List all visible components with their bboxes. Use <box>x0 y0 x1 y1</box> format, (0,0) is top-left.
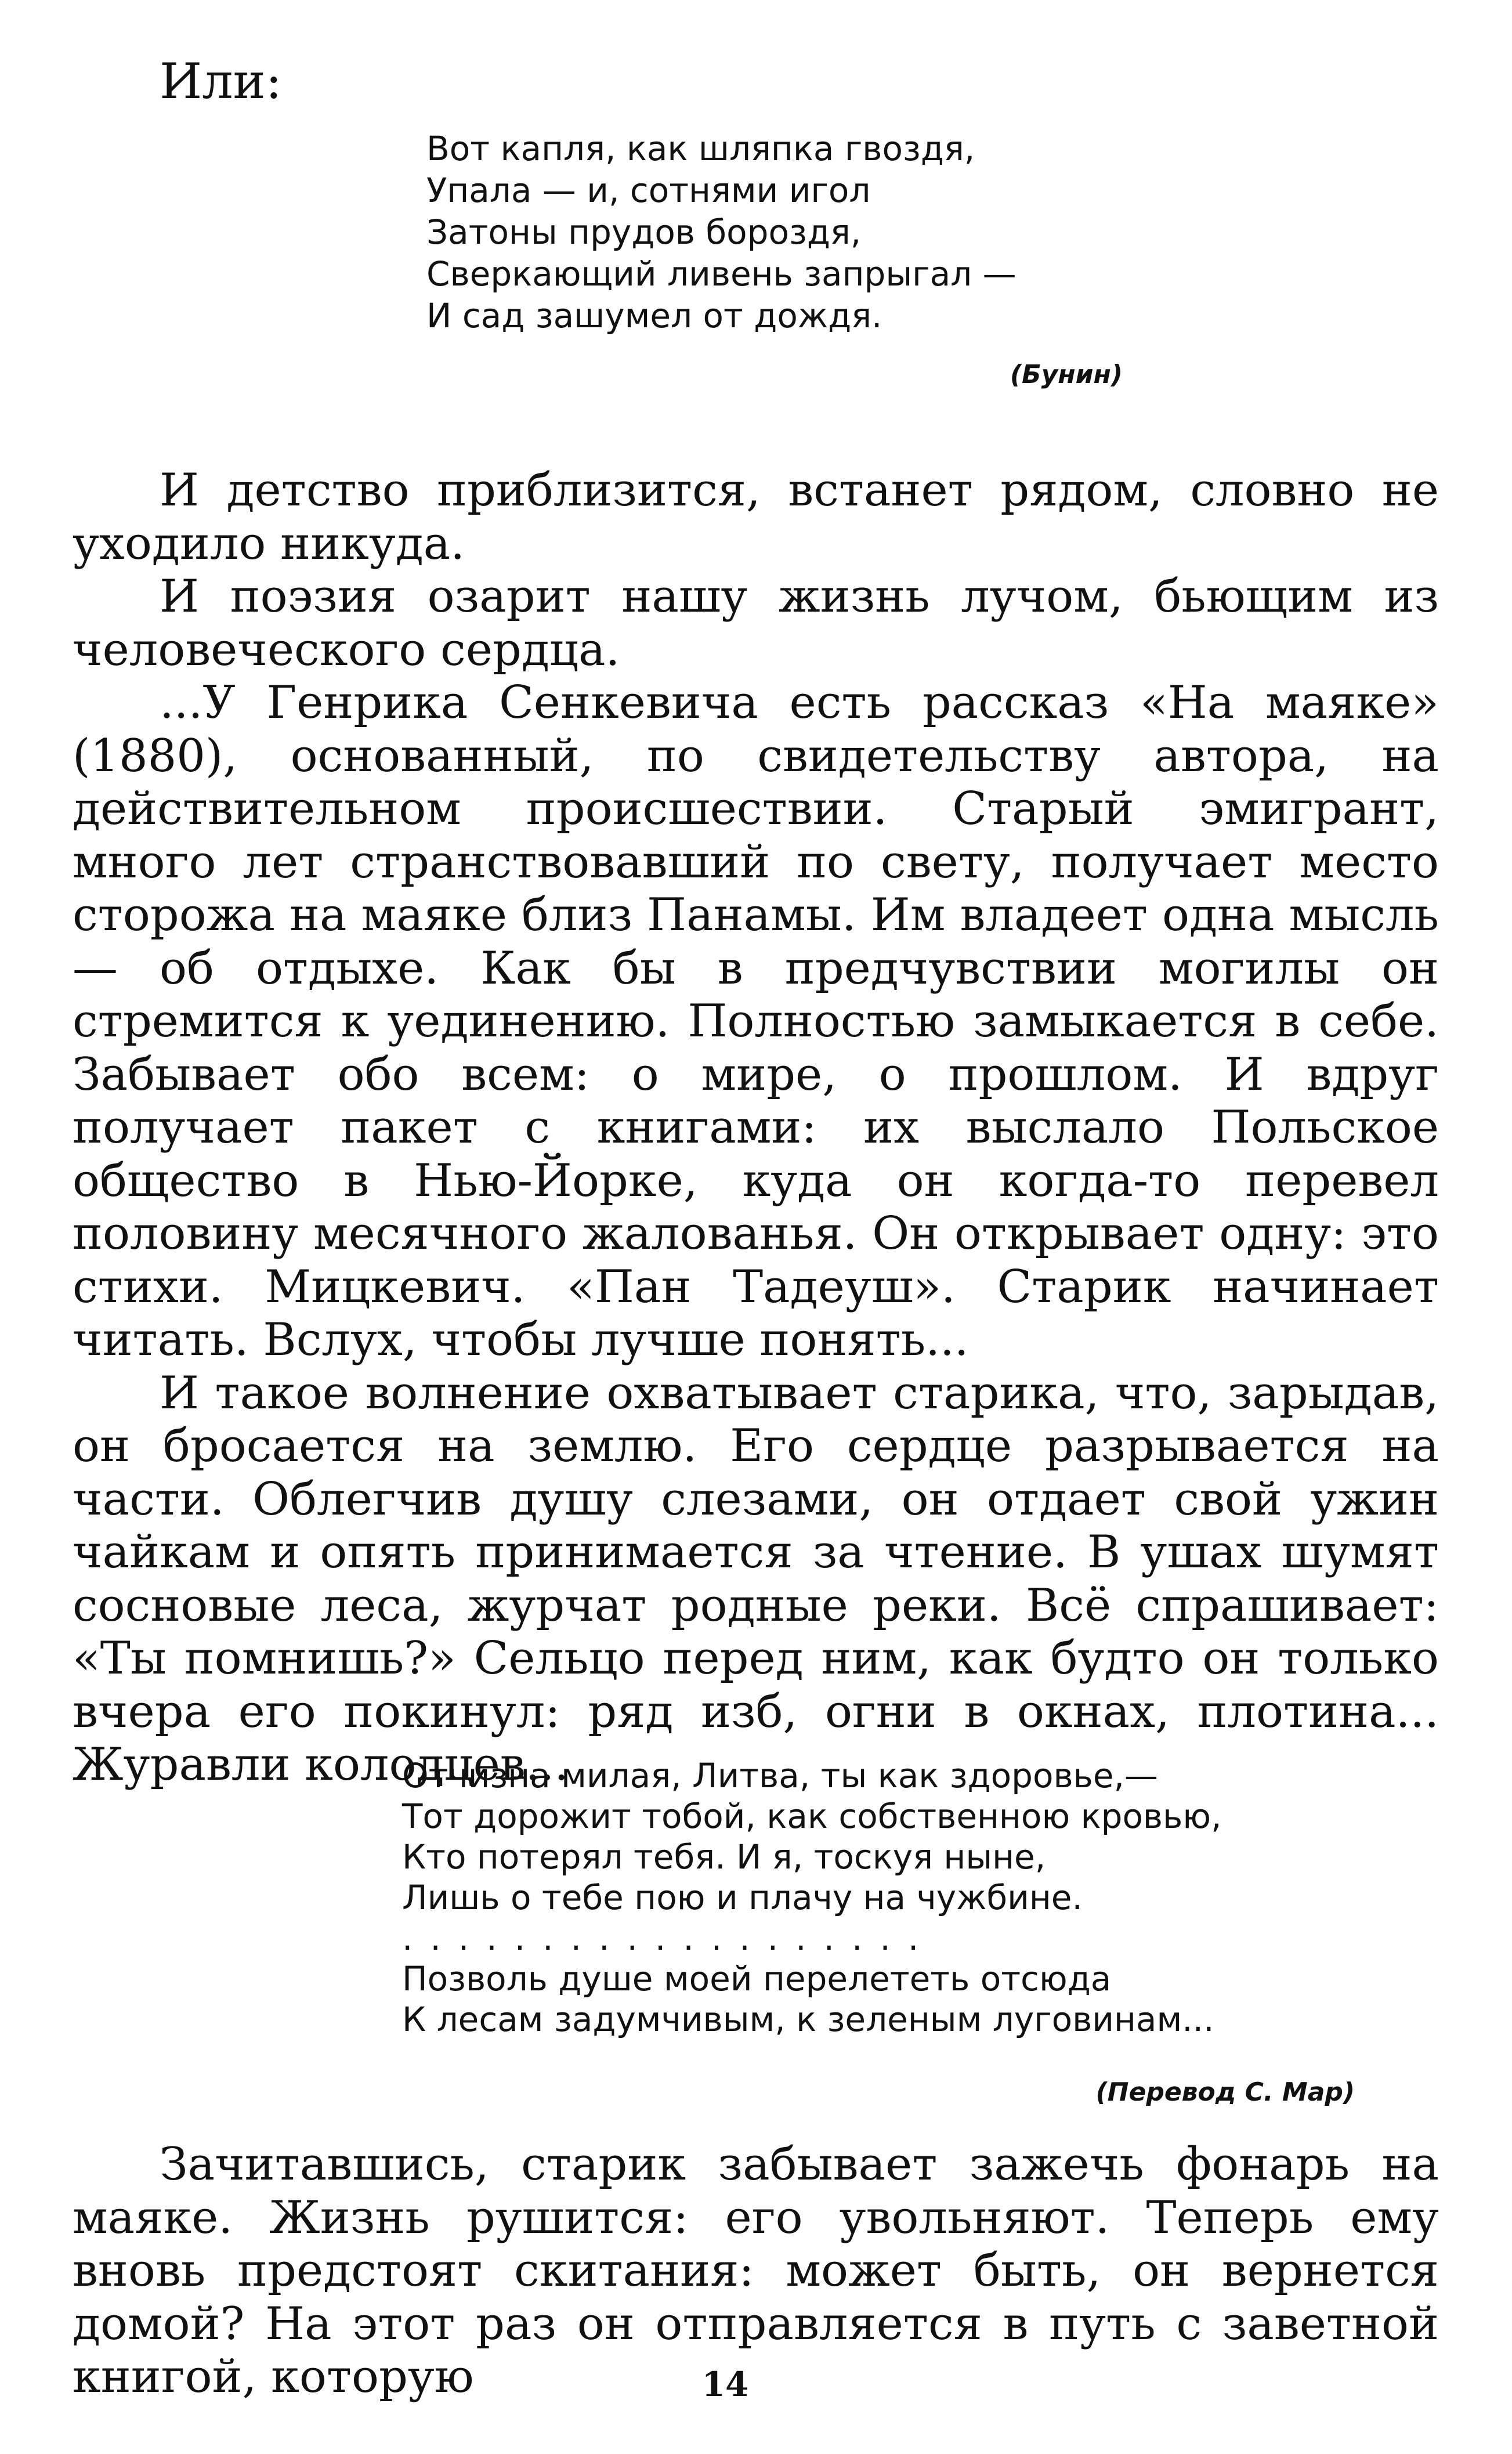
paragraph: Зачитавшись, старик забывает зажечь фонарь на маяке. Жизнь рушится: его увольняют. Теперь ему вновь предстоят скитания: может быть, он вернется домой? На этот раз он отправляется в путь с заветной книгой, которую <box>73 2138 1439 2403</box>
poem-line: Позволь душе моей перелететь отсюда <box>402 1959 1112 1998</box>
intro-text: Или: <box>160 53 282 110</box>
prose-block <box>73 2138 1439 2404</box>
poem-line: Отчизна милая, Литва, ты как здоровье,— <box>402 1756 1158 1795</box>
poem-attribution: (Перевод С. Мар) <box>1095 2077 1355 2107</box>
paragraph: И такое волнение охватывает старика, что, зарыдав, он бросается на землю. Его сердце разрывается на части. Облегчив душу слезами, он отдает свой ужин чайкам и опять принимается за чтение. В ушах шумят сосновые леса, журчат родные реки. Всё спрашивает: «Ты помнишь?» Сельцо перед ним, как будто он только вчера его покинул: ряд изб, огни в окнах, плотина... Журавли колодцев... <box>73 1367 1439 1791</box>
paragraph: И детство приблизится, встанет рядом, словно не уходило никуда. <box>73 464 1439 570</box>
poem-attribution: (Бунин) <box>1010 360 1123 389</box>
prose-block <box>73 464 1439 1792</box>
poem-line: Лишь о тебе пою и плачу на чужбине. <box>402 1878 1083 1917</box>
paragraph: И поэзия озарит нашу жизнь лучом, бьющим из человеческого сердца. <box>73 570 1439 676</box>
poem-line: К лесам задумчивым, к зеленым луговинам... <box>402 2000 1214 2039</box>
poem-line: Упала — и, сотнями игол <box>426 171 871 210</box>
paragraph: ...У Генрика Сенкевича есть рассказ «На маяке» (1880), основанный, по свидетельству автора, на действительном происшествии. Старый эмигрант, много лет странствовавший по свету, получает место сторожа на маяке близ Панамы. Им владеет одна мысль — об отдыхе. Как бы в предчувствии могилы он стремится к уединению. Полностью замыкается в себе. Забывает обо всем: о мире, о прошлом. И вдруг получает пакет с книгами: их выслало Польское общество в Нью-Йорке, куда он когда-то перевел половину месячного жалованья. Он открывает одну: это стихи. Мицкевич. «Пан Тадеуш». Старик начинает читать. Вслух, чтобы лучше понять... <box>73 677 1439 1366</box>
poem-line: Затоны прудов бороздя, <box>426 212 862 252</box>
poem-bunin <box>426 128 1181 337</box>
poem-line: И сад зашумел от дождя. <box>426 296 882 335</box>
ellipsis-divider: ................... <box>402 1918 936 1958</box>
page-number: 14 <box>701 2365 749 2404</box>
poem-line: Кто потерял тебя. И я, тоскуя ныне, <box>402 1837 1046 1877</box>
poem-line: Вот капля, как шляпка гвоздя, <box>426 129 975 168</box>
poem-line: Тот дорожит тобой, как собственною кровью, <box>402 1797 1222 1836</box>
poem-mickiewicz <box>402 1755 1388 2040</box>
poem-line: Сверкающий ливень запрыгал — <box>426 254 1017 294</box>
